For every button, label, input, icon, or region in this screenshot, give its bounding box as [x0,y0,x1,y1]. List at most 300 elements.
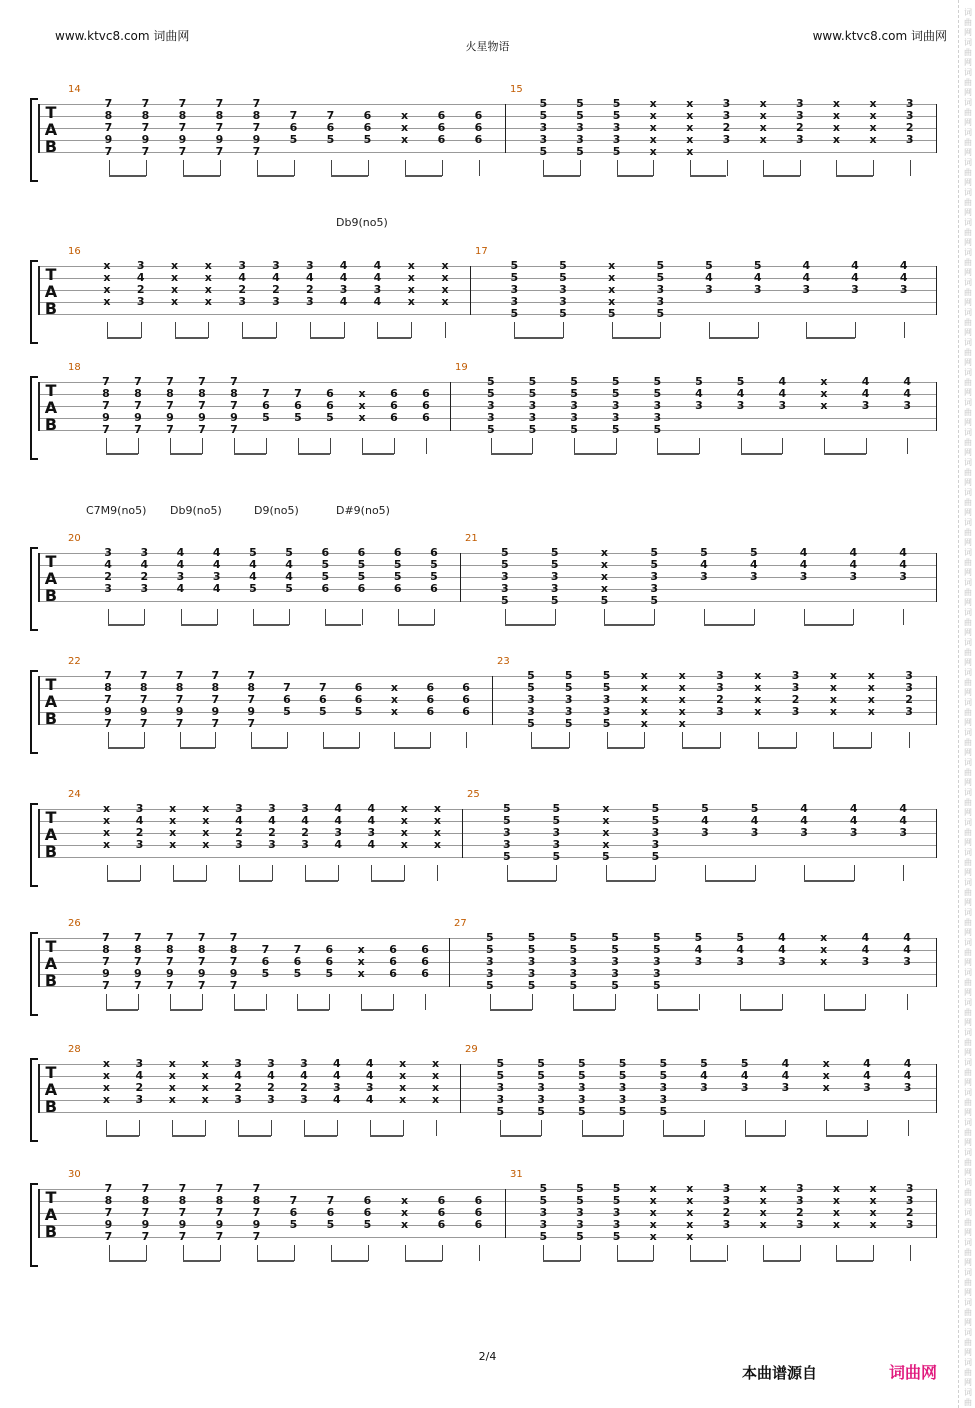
fret-number: 3 [527,693,535,706]
fret-number: 6 [421,967,429,980]
fret-number: 9 [215,1218,224,1231]
tab-clef-letter: B [44,415,58,434]
barline [460,1064,461,1113]
note-stem [205,1120,206,1136]
fret-number: 7 [165,931,174,944]
watermark-char: 网 [964,778,972,787]
fret-number: 4 [234,1069,242,1082]
note-stem [555,609,556,625]
measure-number: 23 [497,656,510,667]
fret-number: 6 [321,582,330,595]
fret-number: 7 [178,97,187,110]
fret-number: 3 [501,570,509,583]
barline [38,676,40,725]
fret-number: x [867,669,875,682]
fret-number: 3 [905,97,914,110]
fret-number: x [649,145,657,158]
tab-clef-letter: T [45,1063,57,1082]
note-stem [107,322,108,338]
site-logo: 词曲网 [889,1363,938,1382]
watermark-char: 曲 [964,198,972,207]
fret-number: 4 [249,558,257,571]
fret-number: 5 [261,967,270,980]
fret-number: 8 [215,1194,224,1207]
watermark-char: 词 [964,458,972,467]
fret-number: 5 [486,979,494,992]
fret-number: 2 [301,826,309,839]
watermark-char: 词 [964,1118,972,1127]
fret-number: x [832,1218,840,1231]
fret-number: 3 [905,109,914,122]
fret-number: 4 [332,1057,341,1070]
tab-clef [44,104,58,155]
fret-number: 4 [285,558,293,571]
note-stem [615,994,616,1010]
note-stem [804,865,805,881]
fret-number: 3 [791,669,800,682]
system-brace [30,1058,38,1142]
fret-number: 5 [552,850,561,863]
watermark-char: 网 [964,898,972,907]
fret-number: 9 [229,967,238,980]
watermark-char: 曲 [964,288,972,297]
watermark-char: 曲 [964,828,972,837]
note-stem [556,865,557,881]
note-beam [183,175,220,177]
tab-clef-letter: T [45,675,57,694]
note-stem [304,1120,305,1136]
watermark-char: 词 [964,788,972,797]
fret-number: 5 [318,705,327,718]
watermark-char: 网 [964,1078,972,1087]
fret-number: 4 [365,1093,374,1106]
watermark-char: 曲 [964,1008,972,1017]
tab-clef-letter: B [44,1222,58,1241]
fret-number: 3 [501,582,509,595]
note-stem [220,160,221,176]
fret-number: 7 [230,423,238,436]
note-stem [541,1120,542,1136]
fret-number: 3 [905,1182,914,1195]
note-stem [329,994,330,1010]
fret-number: 3 [899,570,907,583]
note-stem [623,1120,624,1136]
note-beam [804,624,854,626]
side-watermark [958,0,973,1408]
fret-number: 4 [781,1069,790,1082]
watermark-char: 网 [964,598,972,607]
note-stem [170,438,171,454]
fret-number: 4 [339,259,348,272]
note-beam [106,1135,139,1137]
fret-number: x [822,1069,830,1082]
fret-number: 3 [552,826,561,839]
note-stem [727,1245,728,1261]
fret-number: 4 [778,387,787,400]
note-stem [704,1120,705,1136]
note-beam [304,1135,337,1137]
fret-number: 5 [564,669,573,682]
fret-number: 3 [332,1081,341,1094]
note-stem [653,1245,654,1261]
fret-number: 3 [750,826,759,839]
tab-clef-letter: T [45,808,57,827]
note-beam [824,453,866,455]
watermark-char: 网 [964,1168,972,1177]
fret-number: 5 [559,271,567,284]
note-stem [617,1245,618,1261]
note-stem [394,732,395,748]
fret-number: x [358,399,366,412]
tab-clef-letter: T [45,103,57,122]
note-stem [298,438,299,454]
fret-number: 4 [736,943,745,956]
fret-number: 3 [305,259,314,272]
watermark-char: 词 [964,1088,972,1097]
fret-number: 7 [104,121,113,134]
fret-number: 7 [104,669,112,682]
note-beam [405,175,442,177]
note-beam [361,1009,393,1011]
note-stem [108,609,109,625]
fret-number: x [202,838,210,851]
watermark-char: 曲 [964,408,972,417]
fret-number: 7 [166,399,174,412]
fret-number: 5 [659,1069,668,1082]
fret-number: 7 [197,955,206,968]
note-beam [398,624,434,626]
fret-number: x [431,1093,440,1106]
note-beam [181,624,217,626]
fret-number: 7 [252,145,261,158]
fret-number: 4 [339,271,348,284]
fret-number: 6 [393,582,402,595]
fret-number: 2 [234,1081,242,1094]
fret-number: 5 [539,1194,548,1207]
fret-number: 4 [272,271,280,284]
fret-number: 5 [653,423,662,436]
fret-number: 4 [851,271,859,284]
fret-number: 3 [570,411,578,424]
fret-number: x [169,814,177,827]
fret-number: 2 [716,693,724,706]
fret-number: 7 [229,979,238,992]
fret-number: 7 [197,979,206,992]
fret-number: 9 [252,1218,261,1231]
note-stem [720,732,721,748]
fret-number: 4 [736,387,745,400]
fret-number: x [170,295,179,308]
fret-number: 4 [802,271,811,284]
fret-number: 5 [618,1105,627,1118]
note-stem [855,322,856,338]
fret-number: 4 [339,295,348,308]
fret-number: 7 [141,1182,150,1195]
fret-number: x [441,283,449,296]
watermark-char: 曲 [964,1248,972,1257]
measure-number: 27 [454,918,467,929]
fret-number: x [869,1206,877,1219]
fret-number: 5 [652,943,661,956]
fret-number: 6 [325,943,334,956]
fret-number: 5 [528,423,537,436]
fret-number: 5 [612,145,621,158]
fret-number: 7 [175,669,184,682]
fret-number: 3 [795,1218,804,1231]
note-stem [138,438,139,454]
note-stem [108,732,109,748]
note-stem [657,994,658,1010]
fret-number: 3 [502,826,511,839]
fret-number: 6 [422,387,430,400]
barline [936,938,937,987]
fret-number: 6 [421,955,429,968]
fret-number: 3 [849,570,858,583]
note-stem [297,994,298,1010]
fret-number: x [686,1194,694,1207]
fret-number: 7 [134,375,142,388]
watermark-char: 曲 [964,918,972,927]
fret-number: 3 [778,399,787,412]
fret-number: 7 [102,399,110,412]
fret-number: x [400,109,409,122]
note-beam [490,1009,532,1011]
note-stem [251,732,252,748]
fret-number: 5 [550,546,559,559]
watermark-char: 网 [964,1258,972,1267]
fret-number: 7 [139,717,148,730]
watermark-char: 曲 [964,1068,972,1077]
fret-number: 4 [800,814,808,827]
fret-number: x [103,259,111,272]
fret-number: x [400,1194,409,1207]
fret-number: 5 [321,558,330,571]
staff-line [38,601,936,602]
fret-number: 7 [165,979,174,992]
note-stem [699,438,700,454]
watermark-char: 曲 [964,1338,972,1347]
note-stem [271,1120,272,1136]
note-stem [824,994,825,1010]
barline [38,1189,40,1238]
note-beam [826,1135,867,1137]
watermark-char: 词 [964,218,972,227]
fret-number: x [678,717,686,730]
note-stem [663,1120,664,1136]
fret-number: 3 [576,121,584,134]
fret-number: 7 [141,1230,150,1243]
fret-number: 4 [863,1069,871,1082]
fret-number: 4 [861,375,870,388]
note-stem [873,1245,874,1261]
fret-number: 5 [611,387,620,400]
fret-number: 5 [736,931,745,944]
system-brace [30,932,38,1016]
fret-number: 4 [849,558,858,571]
fret-number: 5 [285,582,293,595]
note-beam [804,880,854,882]
fret-number: 5 [496,1105,505,1118]
note-beam [607,747,645,749]
note-beam [505,624,555,626]
fret-number: x [441,271,449,284]
fret-number: 8 [198,387,206,400]
staff-line [38,1237,936,1238]
fret-number: x [649,121,657,134]
fret-number: 6 [393,546,402,559]
note-stem [146,1245,147,1261]
fret-number: 5 [611,943,619,956]
fret-number: 4 [799,546,808,559]
note-beam [836,175,873,177]
fret-number: x [759,1182,767,1195]
fret-number: 3 [612,1218,621,1231]
note-stem [833,732,834,748]
tab-clef-letter: A [44,825,58,844]
fret-number: 6 [363,109,372,122]
measure-number: 25 [467,789,480,800]
fret-number: x [400,826,408,839]
fret-number: x [759,1218,767,1231]
note-beam [507,880,557,882]
fret-number: 2 [135,826,144,839]
fret-number: 7 [166,423,174,436]
tab-clef-letter: A [44,282,58,301]
fret-number: 3 [559,295,567,308]
fret-number: 5 [659,1057,668,1070]
note-beam [824,1009,866,1011]
fret-number: 4 [140,558,149,571]
fret-number: 6 [389,943,397,956]
watermark-char: 曲 [964,258,972,267]
note-stem [272,865,273,881]
note-beam [107,337,141,339]
note-stem [660,322,661,338]
fret-number: x [820,375,828,388]
note-beam [543,175,580,177]
fret-number: 3 [576,133,584,146]
barline [936,382,937,431]
fret-number: 8 [141,1194,150,1207]
watermark-char: 词 [964,968,972,977]
fret-number: 5 [612,97,621,110]
tab-system [30,533,942,627]
fret-number: x [201,1081,209,1094]
note-stem [294,160,295,176]
fret-number: 4 [365,1069,374,1082]
fret-number: 9 [141,1218,150,1231]
watermark-char: 词 [964,1028,972,1037]
fret-number: x [433,826,441,839]
watermark-char: 词 [964,338,972,347]
watermark-char: 网 [964,1348,972,1357]
note-stem [580,1245,581,1261]
fret-number: 3 [861,955,870,968]
fret-number: 7 [211,717,220,730]
fret-number: 8 [134,387,142,400]
tab-clef-letter: T [45,265,57,284]
fret-number: 7 [215,97,224,110]
barline [936,676,937,725]
fret-number: 5 [294,411,302,424]
fret-number: 5 [539,1182,548,1195]
fret-number: 4 [212,546,221,559]
note-stem [437,865,438,881]
fret-number: 4 [334,814,342,827]
watermark-char: 曲 [964,1158,972,1167]
note-stem [903,609,904,625]
watermark-char: 曲 [964,1218,972,1227]
note-stem [806,322,807,338]
fret-number: 6 [261,955,270,968]
barline [936,104,937,153]
note-beam [170,1009,202,1011]
fret-number: x [400,802,408,815]
watermark-char: 曲 [964,1308,972,1317]
note-beam [574,453,616,455]
note-stem [606,865,607,881]
fret-number: 9 [139,705,148,718]
note-stem [393,994,394,1010]
fret-number: 4 [899,814,908,827]
fret-number: 4 [305,271,314,284]
watermark-char: 网 [964,508,972,517]
fret-number: 4 [851,259,859,272]
fret-number: x [867,693,875,706]
fret-number: 3 [899,283,908,296]
fret-number: x [168,1081,176,1094]
fret-number: 8 [104,1194,113,1207]
note-stem [505,609,506,625]
fret-number: x [202,802,210,815]
fret-number: 9 [104,705,112,718]
fret-number: 4 [701,814,709,827]
fret-number: 5 [283,705,291,718]
fret-number: 9 [134,411,142,424]
watermark-char: 词 [964,1238,972,1247]
fret-number: 6 [326,121,335,134]
note-stem [377,322,378,338]
fret-number: 5 [651,850,660,863]
note-stem [574,438,575,454]
note-stem [445,322,446,338]
fret-number: 6 [357,582,366,595]
fret-number: 7 [215,1182,224,1195]
watermark-char: 网 [964,388,972,397]
watermark-char: 词 [964,698,972,707]
fret-number: 4 [802,259,811,272]
note-stem [873,160,874,176]
note-beam [234,453,266,455]
fret-number: x [822,1081,830,1094]
note-stem [758,322,759,338]
fret-number: x [431,1069,440,1082]
note-stem [836,1245,837,1261]
fret-number: 8 [139,681,148,694]
note-stem [180,732,181,748]
fret-number: x [869,109,877,122]
fret-number: x [358,411,366,424]
note-stem [800,160,801,176]
fret-number: 6 [474,121,483,134]
fret-number: 7 [166,375,174,388]
fret-number: x [441,295,449,308]
system-brace [30,547,38,631]
fret-number: x [820,943,828,956]
note-stem [173,865,174,881]
note-stem [782,994,783,1010]
fret-number: 5 [570,423,578,436]
